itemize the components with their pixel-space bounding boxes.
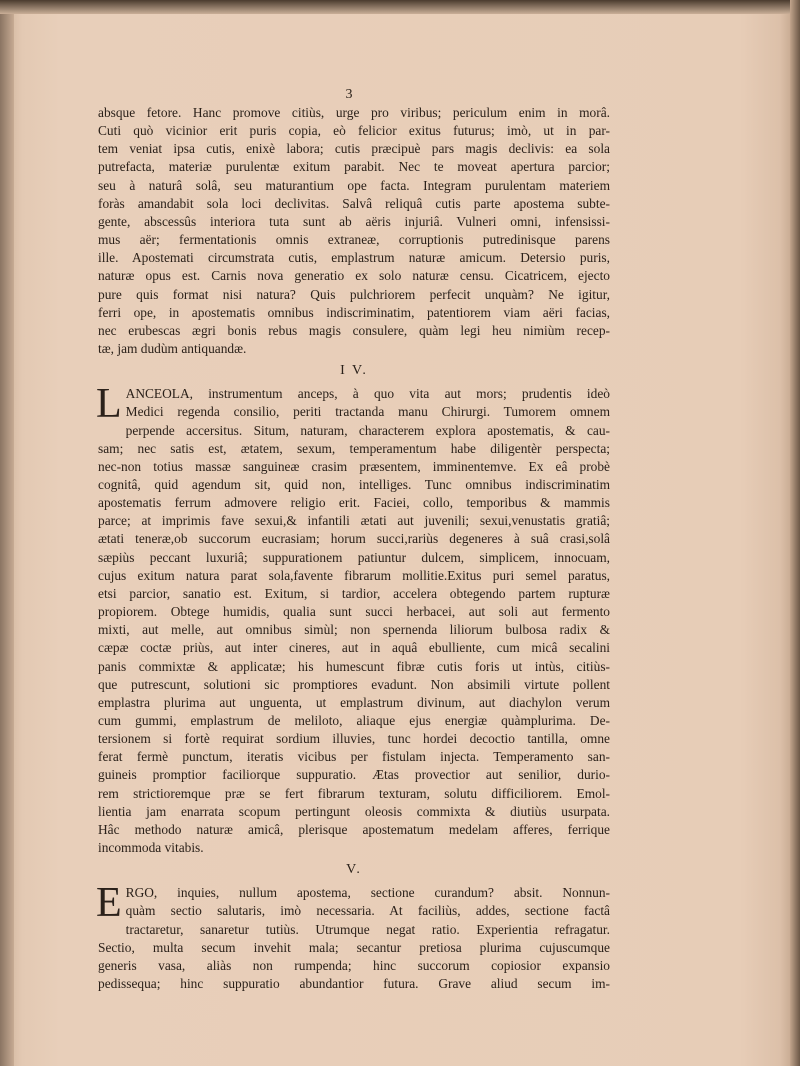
text-line: ferat fermè punctum, iteratis vicibus per fistulam injecta. Temperamento san- [98, 749, 610, 765]
text-line: tæ, jam dudùm antiquandæ. [98, 341, 247, 357]
text-line: quàm sectio salutaris, imò necessaria. At faciliùs, addes, sectione factâ [125, 903, 610, 919]
text-line: lientia jam enarrata scopum pertingunt oleosis commixta & diutiùs usurpata. [98, 803, 610, 819]
text-line: pure quis format nisi natura? Quis pulchriorem perfecit unquàm? Ne igitur, [98, 286, 610, 302]
text-line: cum gummi, emplastrum de meliloto, aliaque ejus energiæ quàmplurima. De- [98, 713, 610, 728]
text-line: ille. Apostemati circumstrata cutis, emplastrum naturæ amicum. Detersio puris, [98, 250, 610, 266]
text-line: etsi parcior, sanatio est. Exitum, si tardior, accelera obtegendo partem rupturæ [98, 585, 610, 601]
section-1-paragraph [98, 104, 610, 358]
text-line: ferri ope, in apostematis omnibus indiscriminatim, patentiorem viam aëri facias, [98, 304, 610, 320]
text-line: pedissequa; hinc suppuratio abundantior futura. Grave aliud secum im- [98, 976, 610, 992]
text-line: mixti, aut melle, aut omnibus simùl; non spernenda liliorum bulbosa radix & [98, 622, 610, 638]
page-number: 3 [345, 87, 353, 102]
page-right-edge [790, 0, 800, 1066]
text-line: tem veniat ipsa cutis, enixè labora; cutis præcipuè pars magis declivis: ea sola [98, 141, 610, 157]
text-line: ætati teneræ,ob succorum eucrasiam; horum succi,rariùs degeneres à suâ crasi,solâ [98, 531, 610, 547]
text-line: nec-non totius massæ sanguineæ crasim præsentem, imminentemve. Ex eâ probè [98, 458, 610, 474]
text-line: gente, abscessûs interiora tuta sunt ab aëris injuriâ. Vulneri omni, infensissi- [98, 213, 610, 229]
page-top-edge [0, 0, 800, 14]
text-line: Hâc methodo naturæ amicâ, plerisque apostematum medelam afferes, ferrique [98, 821, 610, 837]
text-line: tractaretur, sanaretur tutiùs. Utrumque negat ratio. Experientia refragatur. [125, 921, 610, 937]
text-line: propiorem. Obtege humidis, qualia sunt succi herbacei, aut soli aut fermento [98, 604, 610, 620]
text-line: emplastra plurima aut unguenta, ut emplastrum divinum, aut diachylon verum [98, 694, 610, 710]
text-line: rem strictioremque præ se fert fibrarum texturam, solutu difficiliorem. Emol- [98, 785, 610, 801]
book-binding-shadow [0, 0, 14, 1066]
drop-cap-initial: L [96, 381, 122, 428]
page-text-block [98, 86, 610, 993]
text-line: cujus exitum natura parat sola,favente fibrarum mollitie.Exitus puri semel paratus, [98, 567, 610, 583]
section-4-paragraph [96, 381, 610, 857]
section-heading-v: V. [346, 862, 362, 878]
text-line: guineis promptior faciliorque suppuratio. Ætas provectior aut senilior, durio- [98, 767, 610, 783]
text-line: Cuti quò vicinior erit puris copia, eò felicior exitus futurus; imò, ut in par- [98, 123, 610, 139]
section-heading-iv: I V. [340, 363, 368, 379]
text-line: seu à naturâ solâ, seu maturantium ope facta. Integram purulentam materiem [98, 177, 610, 193]
text-line: sam; nec satis est, ætatem, sexum, temperamentum habe diligentèr perspecta; [98, 440, 610, 456]
text-line: tersionem si fortè requirat sordium illuvies, tunc hordei decoctio tantilla, omne [98, 731, 610, 747]
text-line: que putrescunt, solutioni sic promptiores evadunt. Non absimili virtute pollent [98, 676, 610, 692]
paragraph-first-line: ANCEOLA, instrumentum anceps, à quo vita aut mors; prudentis ideò [125, 386, 610, 402]
text-line: Medici regenda consilio, periti tractanda manu Chirurgi. Tumorem omnem [125, 404, 610, 420]
text-line: absque fetore. Hanc promove citiùs, urge pro viribus; periculum enim in morâ. [98, 105, 610, 120]
text-line: foràs amandabit sola loci declivitas. Salvâ reliquâ cutis parte apostema subte- [98, 195, 610, 211]
text-line: parce; at imprimis fave sexui,& infantili ætati aut juvenili; sexui,venustatis gratiâ; [98, 513, 610, 529]
text-line: cognitâ, quid agendum sit, quid non, intelliges. Tunc omnibus indiscriminatim [98, 476, 610, 492]
text-line: mus aër; fermentationis omnis extraneæ, corruptionis putredinisque parens [98, 232, 610, 248]
text-line: panis commixtæ & applicatæ; his humescunt fibræ cutis foris ut intùs, citiùs- [98, 658, 610, 674]
text-line: cæpæ coctæ priùs, aut inter cineres, aut in aquâ ebulliente, cum micâ secalini [98, 640, 610, 656]
text-line: Sectio, multa secum invehit mala; secantur pretiosa plurima cujuscumque [98, 939, 610, 955]
text-line: sæpiùs peccant luxuriâ; suppurationem patiuntur dulcem, simplicem, innocuam, [98, 549, 610, 565]
drop-cap-initial: E [96, 880, 122, 927]
text-line: apostematis ferrum admovere religio erit. Faciei, collo, temporibus & mammis [98, 495, 610, 511]
text-line: putrefacta, materiæ purulentæ exitum parabit. Nec te moveat apertura parcior; [98, 159, 610, 175]
text-line: incommoda vitabis. [98, 840, 204, 856]
section-5-paragraph [96, 880, 610, 993]
text-line: nec erubescas ægri bonis rebus magis consulere, quàm legi heu nimiùm recep- [98, 322, 610, 338]
paragraph-first-line: RGO, inquies, nullum apostema, sectione curandum? absit. Nonnun- [125, 885, 610, 901]
text-line: generis vasa, aliàs non rumpenda; hinc succorum copiosior expansio [98, 957, 610, 973]
text-line: naturæ opus est. Carnis nova generatio ex solo naturæ censu. Cicatricem, ejecto [98, 268, 610, 284]
text-line: perpende accersitus. Situm, naturam, characterem explora apostematis, & cau- [125, 422, 610, 438]
